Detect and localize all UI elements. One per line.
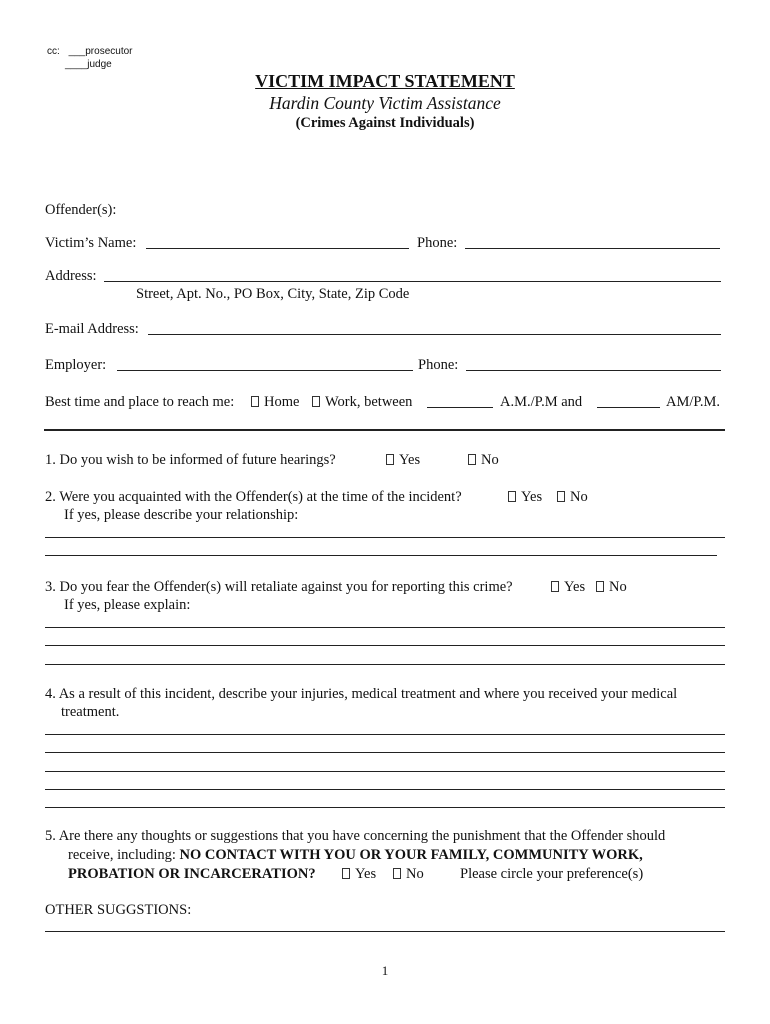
q5-no-option[interactable]: [393, 866, 424, 883]
q5-plain-text: receive, including:: [68, 847, 180, 863]
answer-line[interactable]: [45, 807, 725, 808]
other-suggestions-label: OTHER SUGGSTIONS:: [45, 902, 192, 918]
address-label: Address:: [45, 268, 97, 284]
question-5-line-3: [68, 866, 316, 883]
address-hint: Street, Apt. No., PO Box, City, State, Zip Code: [136, 286, 410, 302]
q1-yes-label: Yes: [399, 452, 421, 468]
answer-line[interactable]: [45, 555, 717, 556]
q1-yes-option[interactable]: [386, 452, 420, 469]
victim-name-field[interactable]: [146, 248, 409, 249]
q2-yes-option[interactable]: [508, 489, 542, 506]
answer-line[interactable]: [45, 771, 725, 772]
email-field[interactable]: [148, 334, 721, 335]
question-3-followup: If yes, please explain:: [64, 597, 191, 613]
employer-field[interactable]: [117, 370, 413, 371]
answer-line[interactable]: [45, 664, 725, 665]
answer-line[interactable]: [45, 537, 725, 538]
answer-line[interactable]: [45, 752, 725, 753]
answer-line[interactable]: [45, 931, 725, 932]
q1-no-checkbox[interactable]: [468, 454, 476, 465]
q3-yes-checkbox[interactable]: [551, 581, 559, 592]
home-label: Home: [264, 394, 300, 410]
q1-yes-checkbox[interactable]: [386, 454, 394, 465]
q5-no-checkbox[interactable]: [393, 868, 401, 879]
q5-circle-instruction: Please circle your preference(s): [460, 866, 644, 882]
employer-phone-field[interactable]: [466, 370, 721, 371]
phone-label: Phone:: [417, 235, 458, 251]
victim-name-label: Victim’s Name:: [45, 235, 137, 251]
cc-blank-judge[interactable]: ____: [65, 59, 88, 70]
q1-no-option[interactable]: [468, 452, 499, 469]
q3-no-label: No: [609, 579, 627, 595]
answer-line[interactable]: [45, 645, 725, 646]
q2-yes-label: Yes: [521, 489, 543, 505]
q2-no-label: No: [570, 489, 588, 505]
time-to-field[interactable]: [597, 407, 660, 408]
q5-no-label: No: [406, 866, 424, 882]
crime-category: (Crimes Against Individuals): [295, 115, 475, 131]
question-1: 1. Do you wish to be informed of future hearings?: [45, 452, 336, 468]
document-title: VICTIM IMPACT STATEMENT: [255, 71, 515, 91]
best-time-label: Best time and place to reach me:: [45, 394, 235, 410]
question-2-followup: If yes, please describe your relationship:: [64, 507, 299, 523]
answer-line[interactable]: [45, 627, 725, 628]
cc-option-prosecutor: prosecutor: [85, 46, 133, 57]
q2-yes-checkbox[interactable]: [508, 491, 516, 502]
q5-yes-checkbox[interactable]: [342, 868, 350, 879]
cc-blank-prosecutor[interactable]: ___: [68, 46, 86, 57]
q3-yes-option[interactable]: [551, 579, 585, 596]
cc-option-judge: judge: [87, 59, 112, 70]
email-label: E-mail Address:: [45, 321, 139, 337]
answer-line[interactable]: [45, 789, 725, 790]
q3-no-option[interactable]: [596, 579, 627, 596]
work-checkbox[interactable]: [312, 396, 320, 407]
employer-phone-label: Phone:: [418, 357, 459, 373]
offenders-label: Offender(s):: [45, 202, 117, 218]
time-from-field[interactable]: [427, 407, 493, 408]
phone-field[interactable]: [465, 248, 720, 249]
home-checkbox[interactable]: [251, 396, 259, 407]
answer-line[interactable]: [45, 734, 725, 735]
question-5-line-2: [68, 847, 643, 864]
address-field[interactable]: [104, 281, 721, 282]
cc-label: cc:: [47, 46, 60, 57]
q5-bold-text-1: NO CONTACT WITH YOU OR YOUR FAMILY, COMMUNITY WORK,: [179, 847, 643, 863]
agency-name: Hardin County Victim Assistance: [269, 93, 501, 113]
work-option[interactable]: [312, 394, 412, 411]
q3-yes-label: Yes: [564, 579, 586, 595]
ampm-label-2: AM/P.M.: [666, 394, 720, 410]
section-divider: [44, 429, 725, 431]
q1-no-label: No: [481, 452, 499, 468]
page-number: 1: [381, 963, 389, 978]
question-4-line-1: 4. As a result of this incident, describe your injuries, medical treatment and where you received your medical: [45, 686, 678, 702]
cc-line-judge: [65, 59, 112, 70]
q5-yes-label: Yes: [355, 866, 377, 882]
employer-label: Employer:: [45, 357, 107, 373]
work-label: Work, between: [325, 394, 413, 410]
cc-line-prosecutor: [47, 46, 133, 57]
q5-yes-option[interactable]: [342, 866, 376, 883]
ampm-label-1: A.M./P.M and: [500, 394, 583, 410]
question-2: 2. Were you acquainted with the Offender(s) at the time of the incident?: [45, 489, 462, 505]
home-option[interactable]: [251, 394, 299, 411]
question-5-line-1: 5. Are there any thoughts or suggestions that you have concerning the punishment that the Offender should: [45, 828, 666, 844]
q2-no-option[interactable]: [557, 489, 588, 506]
question-4-line-2: treatment.: [61, 704, 120, 720]
question-3: 3. Do you fear the Offender(s) will retaliate against you for reporting this crime?: [45, 579, 513, 595]
q3-no-checkbox[interactable]: [596, 581, 604, 592]
q2-no-checkbox[interactable]: [557, 491, 565, 502]
q5-bold-text-2: PROBATION OR INCARCERATION?: [68, 866, 316, 882]
